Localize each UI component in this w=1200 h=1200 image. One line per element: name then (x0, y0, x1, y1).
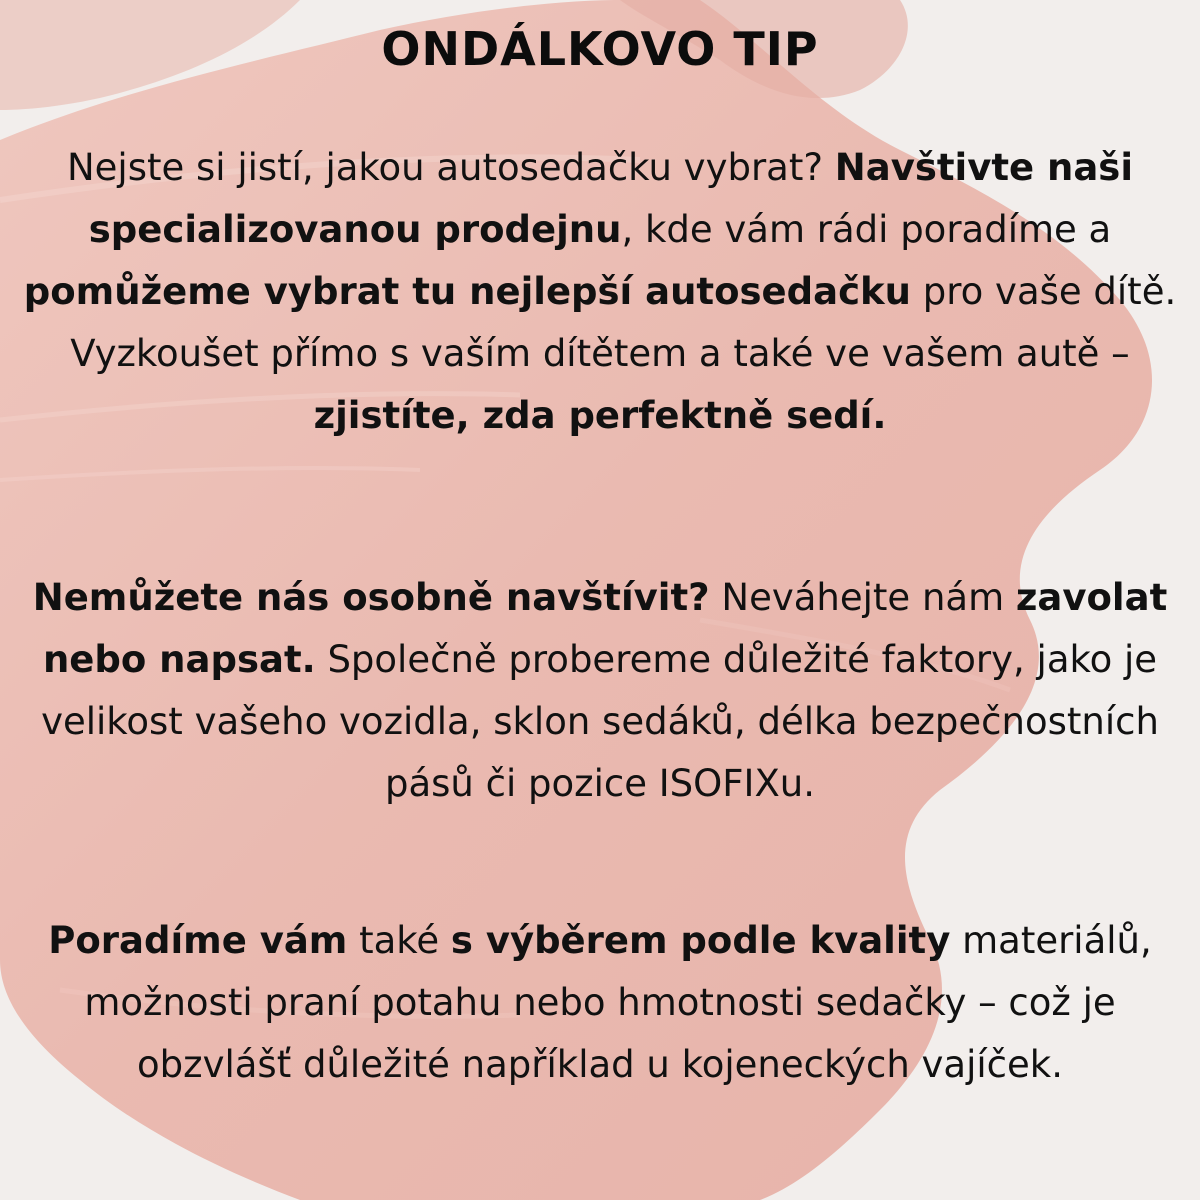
tip-paragraph-3 (20, 910, 1180, 1096)
p1-bold-3: zjistíte, zda perfektně sedí. (313, 394, 887, 437)
p1-bold-2: pomůžeme vybrat tu nejlepší autosedačku (23, 270, 911, 313)
tip-paragraph-2 (20, 567, 1180, 815)
p1-text-1: Nejste si jistí, jakou autosedačku vybrat? (66, 146, 835, 189)
p2-text-2: Společně probereme důležité faktory, jako je velikost vašeho vozidla, sklon sedáků, délka bezpečnostních pásů či pozice ISOFIXu. (41, 638, 1159, 805)
p2-text-1: Neváhejte nám (709, 576, 1016, 619)
tip-paragraph-1 (20, 137, 1180, 447)
p3-bold-1: Poradíme vám (48, 919, 348, 962)
p3-bold-2: s výběrem podle kvality (450, 919, 951, 962)
p1-bold-1: Navštivte naši specializovanou prodejnu (88, 146, 1134, 251)
p2-bold-2: zavolat nebo napsat. (42, 576, 1168, 681)
page-title: ONDÁLKOVO TIP (381, 22, 819, 76)
p2-bold-1: Nemůžete nás osobně navštívit? (32, 576, 710, 619)
p1-text-3: pro vaše dítě. Vyzkoušet přímo s vaším dítětem a také ve vašem autě – (70, 270, 1177, 375)
p1-text-2: , kde vám rádi poradíme a (621, 208, 1112, 251)
p3-text-2: materiálů, možnosti praní potahu nebo hmotnosti sedačky – což je obzvlášť důležité například u kojeneckých vajíček. (84, 919, 1152, 1086)
p3-text-1: také (347, 919, 451, 962)
